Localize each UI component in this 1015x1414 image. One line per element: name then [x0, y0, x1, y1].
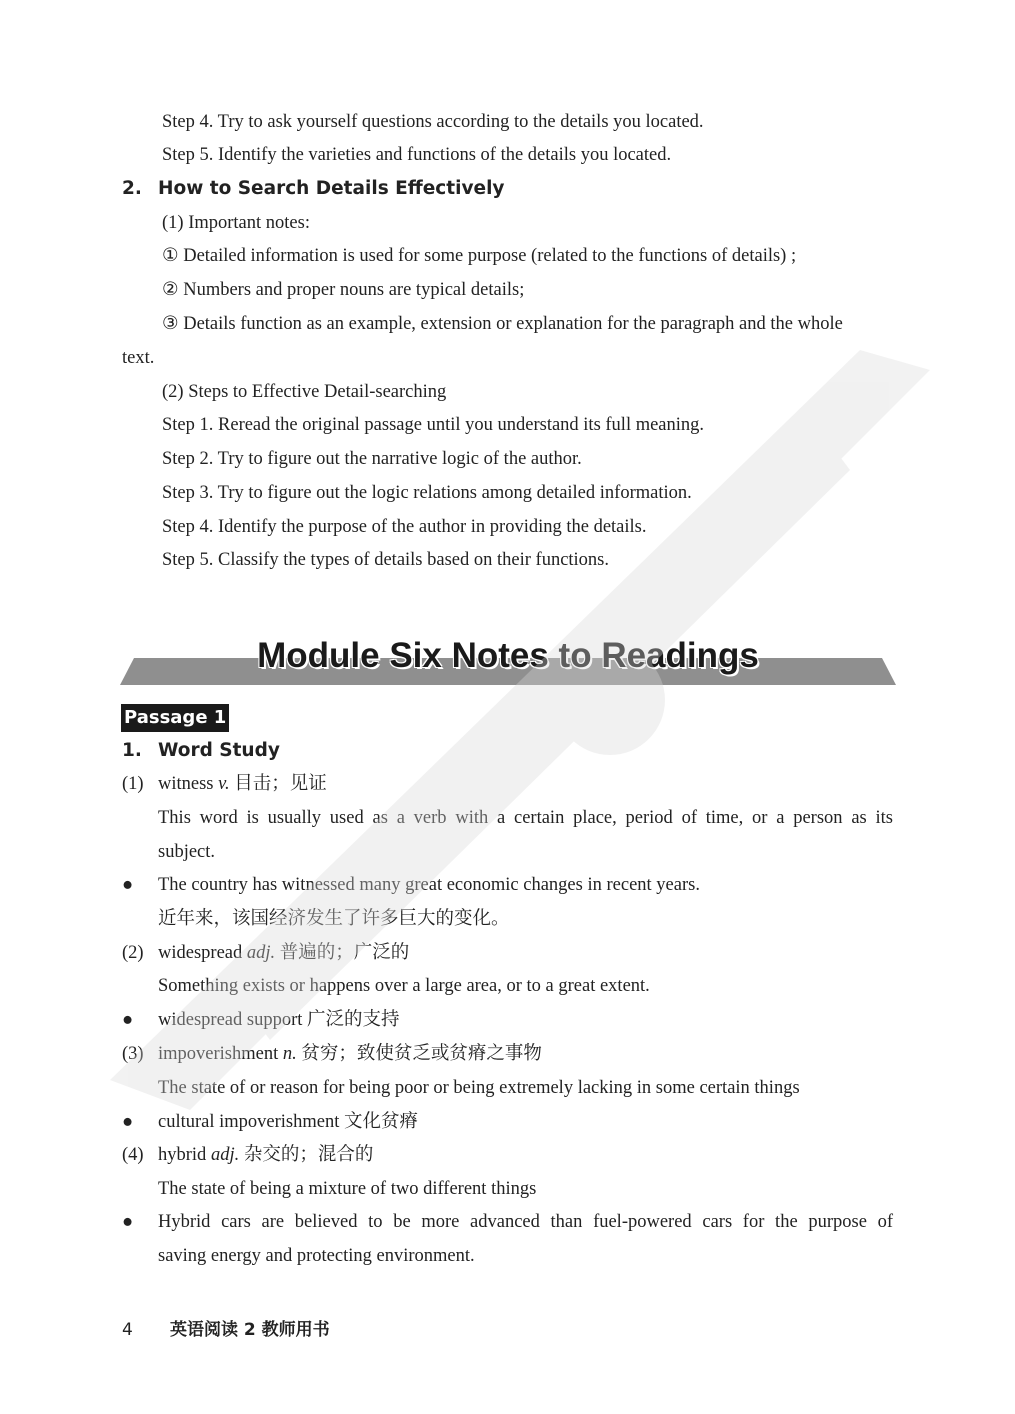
bullet: ● [122, 1212, 134, 1232]
notes-heading: (1) Important notes: [162, 213, 310, 233]
entry-headword [158, 1143, 373, 1167]
entry-word: widespread [158, 943, 243, 963]
example-en: cultural impoverishment 文化贫瘠 [158, 1112, 418, 1132]
steps-heading: (2) Steps to Effective Detail-searching [162, 382, 447, 402]
entry-index: (3) [122, 1044, 144, 1064]
bullet: ● [122, 1010, 134, 1030]
example-en: widespread support 广泛的支持 [158, 1010, 400, 1030]
entry-meaning: 杂交的；混合的 [243, 1145, 374, 1165]
word-study-title: Word Study [158, 740, 280, 761]
entry-meaning: 普遍的；广泛的 [279, 943, 410, 963]
entry-word: impoverishment [158, 1044, 279, 1064]
section-title: How to Search Details Effectively [158, 178, 505, 199]
module-banner [120, 628, 896, 688]
step-line: Step 3. Try to figure out the logic relations among detailed information. [162, 483, 692, 503]
entry-definition: Something exists or happens over a large area, or to a great extent. [158, 976, 650, 996]
step-line: Step 4. Try to ask yourself questions according to the details you located. [162, 112, 704, 132]
entry-pos: v. [218, 774, 230, 794]
entry-headword [158, 772, 327, 796]
example-en: The country has witnessed many great economic changes in recent years. [158, 875, 700, 895]
step-line: Step 5. Identify the varieties and functions of the details you located. [162, 145, 672, 165]
example-en: saving energy and protecting environment. [158, 1246, 475, 1266]
entry-word: witness [158, 774, 214, 794]
note-continuation: text. [122, 348, 155, 368]
entry-index: (4) [122, 1145, 144, 1165]
bullet: ● [122, 875, 134, 895]
note-item: ① Detailed information is used for some purpose (related to the functions of details) ; [162, 246, 797, 266]
step-line: Step 5. Classify the types of details based on their functions. [162, 550, 610, 570]
word-study-number: 1. [122, 740, 142, 761]
entry-headword [158, 941, 409, 965]
entry-definition: The state of or reason for being poor or being extremely lacking in some certain things [158, 1078, 800, 1098]
note-item: ③ Details function as an example, extension or explanation for the paragraph and the whole [162, 314, 843, 334]
bullet: ● [122, 1112, 134, 1132]
entry-meaning: 目击；见证 [234, 774, 327, 794]
entry-meaning: 贫穷；致使贫乏或贫瘠之事物 [301, 1044, 542, 1064]
section-number: 2. [122, 178, 142, 199]
entry-headword [158, 1042, 542, 1066]
step-line: Step 1. Reread the original passage until you understand its full meaning. [162, 415, 705, 435]
step-line: Step 4. Identify the purpose of the author in providing the details. [162, 517, 647, 537]
entry-definition: This word is usually used as a verb with a certain place, period of time, or a person as its [158, 808, 893, 828]
entry-pos: n. [282, 1044, 297, 1064]
example-zh: 近年来，该国经济发生了许多巨大的变化。 [158, 909, 510, 929]
entry-pos: adj. [246, 943, 276, 963]
example-en: Hybrid cars are believed to be more advanced than fuel-powered cars for the purpose of [158, 1212, 893, 1232]
module-title: Module Six Notes to Readings [257, 636, 759, 675]
entry-definition: subject. [158, 842, 216, 862]
entry-index: (2) [122, 943, 144, 963]
step-line: Step 2. Try to figure out the narrative logic of the author. [162, 449, 582, 469]
entry-pos: adj. [210, 1145, 240, 1165]
passage-label: Passage 1 [121, 704, 229, 732]
page-number: 4 [122, 1320, 133, 1340]
entry-index: (1) [122, 774, 144, 794]
book-title: 英语阅读 2 教师用书 [170, 1320, 330, 1340]
note-item: ② Numbers and proper nouns are typical details; [162, 280, 525, 300]
entry-definition: The state of being a mixture of two different things [158, 1179, 537, 1199]
entry-word: hybrid [158, 1145, 207, 1165]
